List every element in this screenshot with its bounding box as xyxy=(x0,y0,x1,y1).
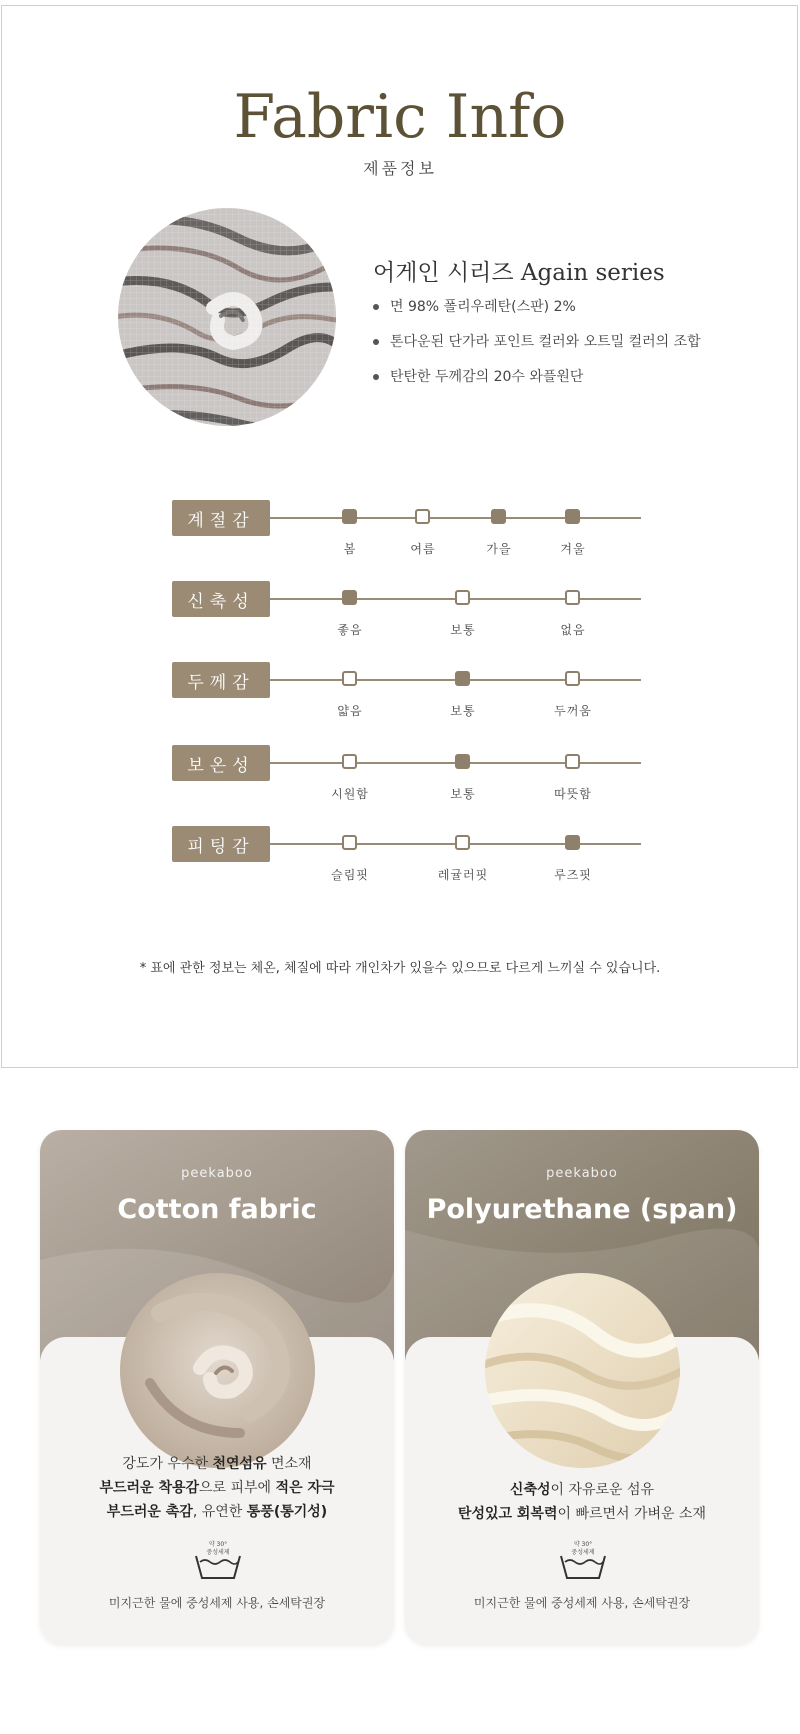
rating-label: 피팅감 xyxy=(172,826,270,862)
rating-marker-filled xyxy=(455,754,470,769)
rating-marker-empty xyxy=(342,835,357,850)
description-text: 강도가 우수한 xyxy=(122,1456,213,1472)
description-emphasis: 부드러운 착용감 xyxy=(99,1480,200,1496)
rating-option-label: 겨울 xyxy=(560,542,586,556)
rating-marker-filled xyxy=(491,509,506,524)
card-title: Cotton fabric xyxy=(117,1194,317,1225)
feature-item: 톤다운된 단가라 포인트 컬러와 오트밀 컬러의 조합 xyxy=(373,333,701,368)
care-instruction: 미지근한 물에 중성세제 사용, 손세탁권장 xyxy=(108,1596,326,1610)
rating-marker-filled xyxy=(342,509,357,524)
rating-option-label: 보통 xyxy=(450,787,476,801)
care-instruction: 미지근한 물에 중성세제 사용, 손세탁권장 xyxy=(473,1596,691,1610)
description-line xyxy=(40,1476,394,1500)
card-description xyxy=(405,1478,759,1526)
rating-option-label: 가을 xyxy=(486,542,512,556)
rating-marker-empty xyxy=(565,590,580,605)
description-emphasis: 통풍(통기성) xyxy=(246,1504,328,1520)
rating-option-label: 얇음 xyxy=(337,704,363,718)
rating-marker-empty xyxy=(342,754,357,769)
rating-marker-filled xyxy=(455,671,470,686)
feature-item: 탄탄한 두께감의 20수 와플원단 xyxy=(373,368,701,403)
wash-label-text: 중성세제 xyxy=(571,1549,595,1556)
polyurethane-fabric-card xyxy=(405,1130,759,1644)
fabric-feature-list xyxy=(373,298,701,403)
rating-row xyxy=(0,745,800,805)
description-text: 으로 피부에 xyxy=(199,1480,276,1496)
footnote: * 표에 관한 정보는 체온, 체질에 따라 개인차가 있을수 있으므로 다르게 느끼실 수 있습니다. xyxy=(139,961,661,976)
rating-option-label: 보통 xyxy=(450,623,476,637)
rating-label: 두께감 xyxy=(172,662,270,698)
rating-option-label: 슬림핏 xyxy=(331,868,369,882)
cotton-fabric-card xyxy=(40,1130,394,1644)
rating-marker-empty xyxy=(342,671,357,686)
description-line xyxy=(405,1478,759,1502)
rating-label: 보온성 xyxy=(172,745,270,781)
rating-option-label: 레귤러핏 xyxy=(437,868,489,882)
description-emphasis: 천연섬유 xyxy=(212,1456,267,1472)
description-text: 이 빠르면서 가벼운 소재 xyxy=(557,1506,707,1522)
rating-track xyxy=(270,517,641,519)
rating-marker-empty xyxy=(415,509,430,524)
rating-marker-empty xyxy=(565,671,580,686)
rating-row xyxy=(0,500,800,560)
description-text: , 유연한 xyxy=(192,1504,247,1520)
rating-marker-filled xyxy=(565,509,580,524)
description-emphasis: 부드러운 촉감 xyxy=(106,1504,193,1520)
rating-marker-empty xyxy=(565,754,580,769)
rating-row xyxy=(0,581,800,641)
card-title: Polyurethane (span) xyxy=(426,1194,738,1225)
rating-option-label: 루즈핏 xyxy=(554,868,592,882)
rating-marker-filled xyxy=(342,590,357,605)
brand-logo: peekaboo xyxy=(546,1166,618,1181)
rating-row xyxy=(0,826,800,886)
description-text: 면소재 xyxy=(266,1456,312,1472)
wash-temp-text: 약 30° xyxy=(573,1541,593,1548)
description-line xyxy=(405,1502,759,1526)
rating-option-label: 따뜻함 xyxy=(554,787,592,801)
brand-logo: peekaboo xyxy=(181,1166,253,1181)
description-line xyxy=(40,1452,394,1476)
rating-option-label: 봄 xyxy=(343,542,357,556)
feature-item: 면 98% 폴리우레탄(스판) 2% xyxy=(373,298,701,333)
description-text: 이 자유로운 섬유 xyxy=(550,1482,655,1498)
rating-option-label: 시원함 xyxy=(331,787,369,801)
description-emphasis: 신축성 xyxy=(509,1482,551,1498)
card-description xyxy=(40,1452,394,1524)
rating-label: 계절감 xyxy=(172,500,270,536)
rating-marker-empty xyxy=(455,835,470,850)
rating-marker-empty xyxy=(455,590,470,605)
waffle-fabric-swatch-image xyxy=(118,208,336,426)
rating-option-label: 보통 xyxy=(450,704,476,718)
description-emphasis: 탄성있고 회복력 xyxy=(457,1506,558,1522)
hand-wash-icon xyxy=(558,1538,608,1584)
page-subtitle: 제품정보 xyxy=(363,159,437,178)
series-title: 어게인 시리즈 Again series xyxy=(373,260,665,286)
page-title: Fabric Info xyxy=(233,82,567,152)
cotton-fabric-image xyxy=(120,1273,315,1468)
rating-label: 신축성 xyxy=(172,581,270,617)
rating-marker-filled xyxy=(565,835,580,850)
rating-option-label: 두꺼움 xyxy=(554,704,592,718)
description-emphasis: 적은 자극 xyxy=(275,1480,335,1496)
wash-temp-text: 약 30° xyxy=(208,1541,228,1548)
description-line xyxy=(40,1500,394,1524)
hand-wash-icon xyxy=(193,1538,243,1584)
rating-option-label: 여름 xyxy=(410,542,436,556)
polyurethane-fabric-image xyxy=(485,1273,680,1468)
rating-row xyxy=(0,662,800,722)
rating-option-label: 없음 xyxy=(560,623,586,637)
rating-option-label: 좋음 xyxy=(337,623,363,637)
wash-label-text: 중성세제 xyxy=(206,1549,230,1556)
